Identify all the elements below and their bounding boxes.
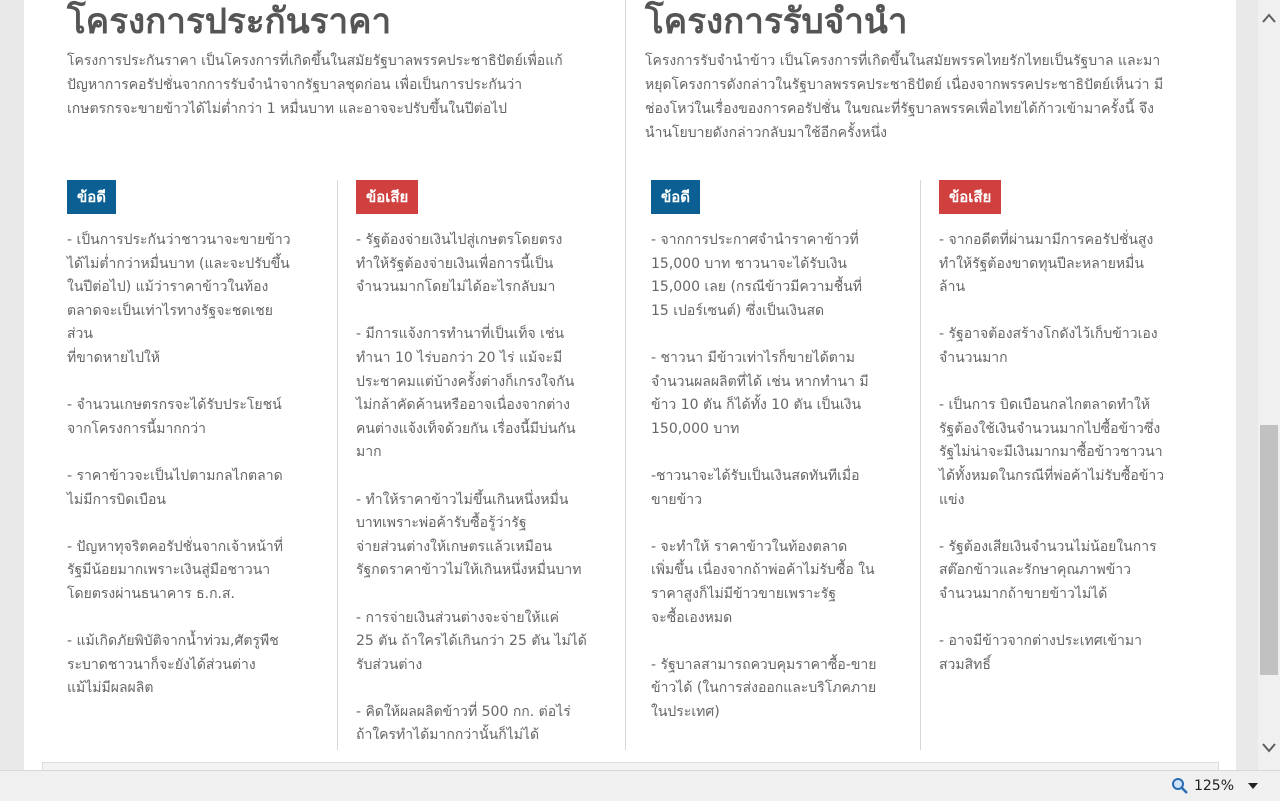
cons-list (939, 229, 1201, 701)
list-item: - ราคาข้าวจะเป็นไปตามกลไกตลาด ไม่มีการบิดเบือน (67, 467, 283, 508)
list-item: - ปัญหาทุจริตคอรัปชั่นจากเจ้าหน้าที่ รัฐมีน้อยมากเพราะเงินสู่มือชาวนา โดยตรงผ่านธนาคาร ธ.ก.ส. (67, 538, 283, 602)
list-item: - เป็นการประกันว่าชาวนาจะขายข้าว ได้ไม่ต่ำกว่าหมื่นบาท (และจะปรับขึ้น ในปีต่อไป) แม้ว่าราคาข้าวในท้อง ตลาดจะเป็นเท่าไรทางรัฐจะชดเชย ส่วน ที่ขาดหายไปให้ (67, 232, 291, 366)
caret-down-icon[interactable] (1248, 781, 1258, 792)
vertical-scrollbar[interactable] (1258, 0, 1280, 770)
list-item: - รัฐบาลสามารถควบคุมราคาซื้อ-ขาย ข้าวได้ (ในการส่งออกและบริโภคภาย ในประเทศ) (651, 656, 877, 720)
cons-badge: ข้อเสีย (939, 180, 1001, 214)
list-item: - จำนวนเกษตรกรจะได้รับประโยชน์ จากโครงการนี้มากกว่า (67, 397, 282, 437)
price-guarantee-intro: โครงการประกันราคา เป็นโครงการที่เกิดขึ้นในสมัยรัฐบาลพรรคประชาธิปัตย์เพื่อแก้ ปัญหาการคอรัปชั่นจากการรับจำนำจากรัฐบาลชุดก่อน เพื่อเป็นการประกันว่า เกษตรกรจะขายข้าวได้ไม่ต่ำกว่า 1 หมื่นบาท และอาจจะปรับขึ้นในปีต่อไป (67, 53, 563, 117)
pros-badge: ข้อดี (67, 180, 116, 214)
zoom-level: 125% (1193, 778, 1234, 794)
cons-badge: ข้อเสีย (356, 180, 418, 214)
rice-pledging-intro: โครงการรับจำนำข้าว เป็นโครงการที่เกิดขึ้นในสมัยพรรคไทยรักไทยเป็นรัฐบาล และมา หยุดโครงการดังกล่าวในรัฐบาลพรรคประชาธิปัตย์ เนื่องจากพรรคประชาธิปัตย์เห็นว่า มี ช่องโหว่ในเรื่องของการคอรัปชั่น ในขณะที่รัฐบาลพรรคเพื่อไทยได้ก้าวเข้ามาครั้งนี้ จึง นำนโยบายดังกล่าวกลับมาใช้อีกครั้งหนึ่ง (645, 53, 1164, 141)
web-page (24, 0, 1236, 770)
list-item: - อาจมีข้าวจากต่างประเทศเข้ามา สวมสิทธิ์ (939, 633, 1142, 673)
chevron-down-icon[interactable] (1258, 738, 1280, 760)
pros-list (67, 229, 329, 724)
magnifier-icon (1170, 776, 1190, 796)
rice-pledging-title: โครงการรับจำนำ (645, 2, 908, 42)
zoom-control[interactable] (1170, 771, 1258, 801)
price-guarantee-title: โครงการประกันราคา (67, 2, 392, 42)
list-item: - ชาวนา มีข้าวเท่าไรก็ขายได้ตาม จำนวนผลผลิตที่ได้ เช่น หากทำนา มี ข้าว 10 ตัน ก็ได้ทั้ง 10 ตัน เป็นเงิน 150,000 บาท (651, 349, 869, 437)
list-item: - รัฐต้องจ่ายเงินไปสู่เกษตรโดยตรง ทำให้รัฐต้องจ่ายเงินเพื่อการนี้เป็น จำนวนมากโดยไม่ได้อะไรกลับมา (356, 232, 563, 296)
right-inner-divider (920, 180, 921, 750)
list-item: - ทำให้ราคาข้าวไม่ขึ้นเกินหนึ่งหมื่น บาทเพราะพ่อค้ารับซื้อรู้ว่ารัฐ จ่ายส่วนต่างให้เกษตรแล้วเหมือน รัฐกดราคาข้าวไม่ให้เกินหนึ่งหมื่นบาท (356, 491, 582, 579)
cons-list (356, 229, 618, 770)
list-item: - รัฐต้องเสียเงินจำนวนไม่น้อยในการ สต๊อกข้าวและรักษาคุณภาพข้าว จำนวนมากถ้าขายข้าวไม่ได้ (939, 538, 1157, 602)
list-item: - จะทำให้ ราคาข้าวในท้องตลาด เพิ่มขึ้น เนื่องจากถ้าพ่อค้าไม่รับซื้อ ใน ราคาสูงก็ไม่มีข้าวขายเพราะรัฐ จะซื้อเองหมด (651, 538, 875, 626)
list-item: - เป็นการ บิดเบือนกลไกตลาดทำให้ รัฐต้องใช้เงินจำนวนมากไปซื้อข้าวซึ่ง รัฐไม่น่าจะมีเงินมากมาซื้อข้าวชาวนา ได้ทั้งหมดในกรณีที่พ่อค้าไม่รับซื้อข้าว แข่ง (939, 397, 1165, 508)
left-inner-divider (337, 180, 338, 750)
list-item: - คิดให้ผลผลิตข้าวที่ 500 กก. ต่อไร่ ถ้าใครทำได้มากกว่านั้นก็ไม่ได้ (356, 703, 571, 744)
list-item: - มีการแจ้งการทำนาที่เป็นเท็จ เช่น ทำนา 10 ไร่บอกว่า 20 ไร่ แม้จะมี ประชาคมแต่บ้างครั้งต่างก็เกรงใจกัน ไม่กล้าคัดค้านหรืออาจเนื่องจากต่าง คนต่างแจ้งเท็จด้วยกัน เรื่องนี้มีบ่นกัน มาก (356, 326, 576, 461)
list-item: -ชาวนาจะได้รับเป็นเงินสดทันทีเมื่อ ขายข้าว (651, 467, 860, 508)
list-item: - จากการประกาศจำนำราคาข้าวที่ 15,000 บาท ชาวนาจะได้รับเงิน 15,000 เลย (กรณีข้าวมีความชื้นที่ 15 เปอร์เซนต์) ซึ่งเป็นเงินสด (651, 232, 863, 319)
pros-list (651, 229, 913, 748)
list-item: - แม้เกิดภัยพิบัติจากน้ำท่วม,ศัตรูพืช ระบาดชาวนาก็จะยังได้ส่วนต่าง แม้ไม่มีผลผลิต (67, 633, 279, 697)
chevron-up-icon[interactable] (1258, 8, 1280, 30)
list-item: - การจ่ายเงินส่วนต่างจะจ่ายให้แค่ 25 ตัน ถ้าใครได้เกินกว่า 25 ตัน ไม่ได้ รับส่วนต่าง (356, 609, 587, 673)
list-item: - รัฐอาจต้องสร้างโกดังไว้เก็บข้าวเอง จำนวนมาก (939, 326, 1158, 366)
scrollbar-thumb[interactable] (1260, 425, 1278, 675)
status-bar (0, 770, 1280, 801)
pros-badge: ข้อดี (651, 180, 700, 214)
list-item: - จากอดีตที่ผ่านมามีการคอรัปชั่นสูง ทำให้รัฐต้องขาดทุนปีละหลายหมื่น ล้าน (939, 232, 1154, 296)
